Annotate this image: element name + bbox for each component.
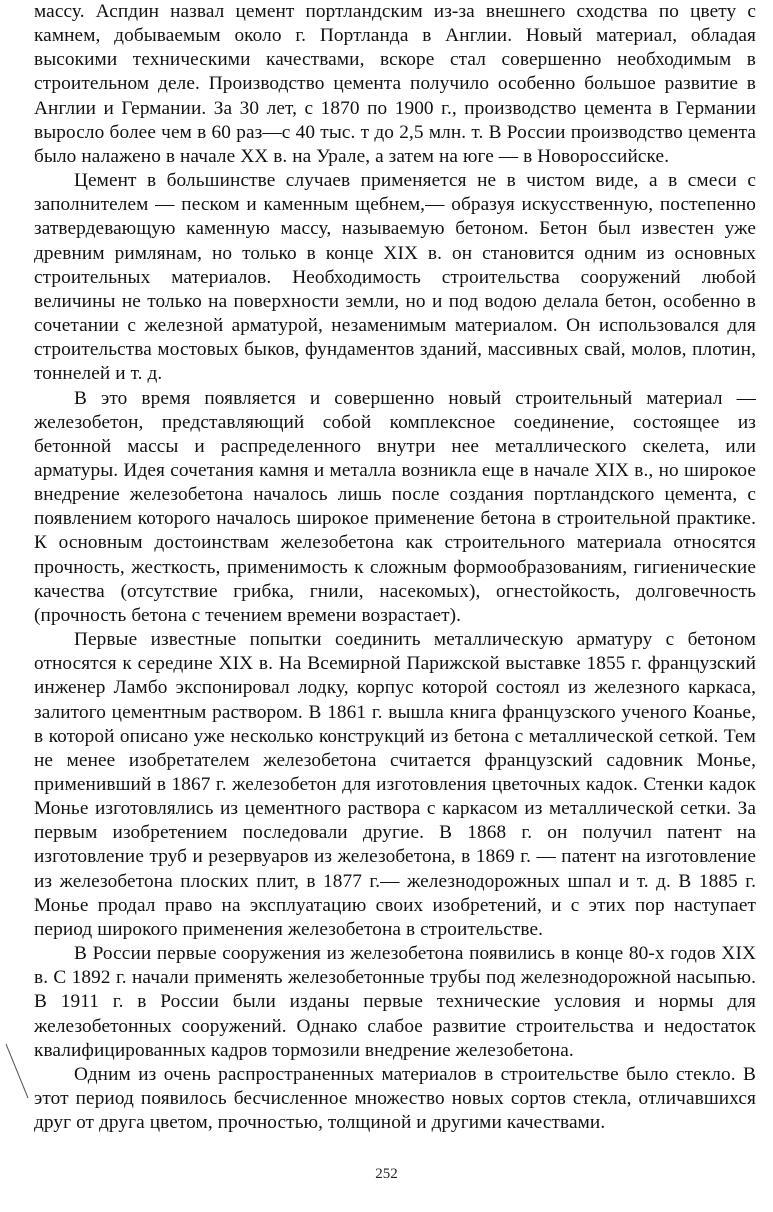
paragraph-cement-history: массу. Аспдин назвал цемент портландским из-за внешнего сходства по цвету с камнем, добываемым около г. Портланда в Англии. Новый материал, обладая высокими техническими качествами, вскоре стал совершенно необходимым в строительном деле. Производство цемента получило особенно большое развитие в Англии и Германии. За 30 лет, с 1870 по 1900 г., производство цемента в Германии выросло более чем в 60 раз—с 40 тыс. т до 2,5 млн. т. В России производство цемента было налажено в начале XX в. на Урале, а затем на юге — в Новороссийске. <box>34 1 756 167</box>
paragraph-first-attempts: Первые известные попытки соединить металлическую арматуру с бетоном относятся к середине XIX в. На Всемирной Парижской выставке 1855 г. французский инженер Ламбо экспонировал лодку, корпус которой состоял из железного каркаса, залитого цементным раствором. В 1861 г. вышла книга французского ученого Коанье, в которой описано уже несколько конструкций из бетона с металлической сеткой. Тем не менее изобретателем железобетона считается французский садовник Монье, применивший в 1867 г. железобетон для изготовления цветочных кадок. Стенки кадок Монье изготовлялись из цементного раствора с каркасом из металлической сетки. За первым изобретением последовали другие. В 1868 г. он получил патент на изготовление труб и резервуаров из железобетона, в 1869 г. — патент на изготовление из железобетона плоских плит, в 1877 г.— железнодорожных шпал и т. д. В 1885 г. Монье продал право на эксплуатацию своих изобретений, и с этих пор наступает период широкого применения железобетона в строительстве. <box>34 629 756 940</box>
margin-pencil-mark <box>4 1042 30 1102</box>
page-body <box>34 0 756 1135</box>
page-number: 252 <box>375 1166 398 1182</box>
paragraph-glass: Одним из очень распространенных материалов в строительстве было стекло. В этот период появилось бесчисленное множество новых сортов стекла, отличавшихся друг от друга цветом, прочностью, толщиной и другими качествами. <box>34 1063 756 1134</box>
paragraph-reinforced-concrete: В это время появляется и совершенно новый строительный материал — железобетон, представляющий собой комплексное соединение, состоящее из бетонной массы и распределенного внутри нее металлического скелета, или арматуры. Идея сочетания камня и металла возникла еще в начале XIX в., но широкое внедрение железобетона началось лишь после создания портландского цемента, с появлением которого началось широкое применение бетона в строительной практике. К основным достоинствам железобетона как строительного материала относятся прочность, жесткость, применимость к сложным формообразованиям, гигиенические качества (отсутствие грибка, гнили, насекомых), огнестойкость, долговечность (прочность бетона с течением времени возрастает). <box>34 387 756 626</box>
paragraph-concrete: Цемент в большинстве случаев применяется не в чистом виде, а в смеси с заполнителем — песком и каменным щебнем,— образуя искусственную, постепенно затвердевающую каменную массу, называемую бетоном. Бетон был известен уже древним римлянам, но только в конце XIX в. он становится одним из основных строительных материалов. Необходимость строительства сооружений любой величины не только на поверхности земли, но и под водою делала бетон, особенно в сочетании с железной арматурой, незаменимым материалом. Он использовался для строительства мостовых быков, фундаментов зданий, массивных свай, молов, плотин, тоннелей и т. д. <box>34 170 756 385</box>
paragraph-russia: В России первые сооружения из железобетона появились в конце 80-х годов XIX в. С 1892 г. начали применять железобетонные трубы под железнодорожной насыпью. В 1911 г. в России были изданы первые технические условия и нормы для железобетонных сооружений. Однако слабое развитие строительства и недостаток квалифицированных кадров тормозили внедрение железобетона. <box>34 943 756 1061</box>
